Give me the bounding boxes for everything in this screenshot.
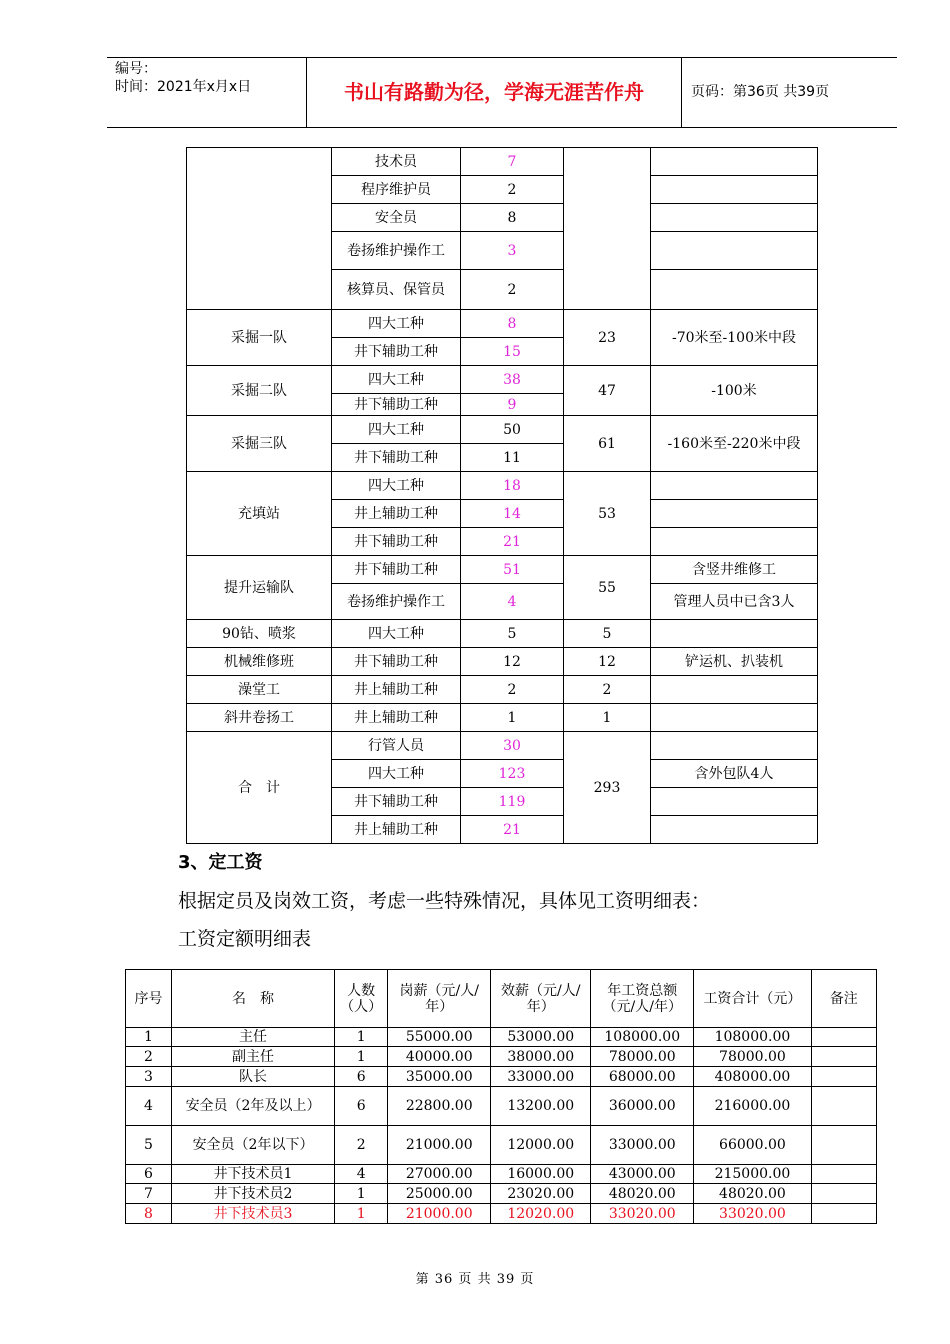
note-cell [651, 148, 818, 176]
number-label: 编号： [115, 61, 157, 77]
total-cell: 47 [564, 366, 651, 416]
count-cell: 8 [461, 204, 564, 232]
count-cell: 2 [461, 270, 564, 310]
note-cell: 管理人员中已含3人 [651, 584, 818, 620]
wage-cell: 12020.00 [491, 1204, 591, 1224]
wage-cell: 6 [126, 1165, 172, 1184]
time-label: 时间：2021年x月x日 [115, 79, 252, 95]
wage-cell: 23020.00 [491, 1184, 591, 1204]
note-cell [651, 732, 818, 760]
count-cell: 119 [461, 788, 564, 816]
staff-row [187, 416, 818, 444]
wage-cell: 队长 [171, 1067, 334, 1087]
count-cell: 11 [461, 444, 564, 472]
wage-cell: 4 [126, 1087, 172, 1126]
unit-cell: 90钻、喷浆 [187, 620, 332, 648]
post-cell: 核算员、保管员 [332, 270, 461, 310]
note-cell: 含外包队4人 [651, 760, 818, 788]
wage-cell: 2 [335, 1126, 388, 1165]
wage-cell: 215000.00 [694, 1165, 811, 1184]
wage-cell: 78000.00 [591, 1047, 694, 1067]
staff-row [187, 310, 818, 338]
wage-cell: 8 [126, 1204, 172, 1224]
wage-cell: 78000.00 [694, 1047, 811, 1067]
wage-cell: 33020.00 [591, 1204, 694, 1224]
wage-cell: 25000.00 [388, 1184, 491, 1204]
wage-header-cell: 备注 [811, 970, 876, 1028]
wage-cell: 21000.00 [388, 1204, 491, 1224]
section-paragraph: 根据定员及岗效工资，考虑一些特殊情况，具体见工资明细表： [178, 890, 711, 912]
unit-cell [187, 148, 332, 310]
post-cell: 井上辅助工种 [332, 500, 461, 528]
staff-row [187, 732, 818, 760]
note-cell: -100米 [651, 366, 818, 416]
wage-header-cell: 年工资总额（元/人/年） [591, 970, 694, 1028]
wage-row [126, 1047, 877, 1067]
wage-cell: 井下技术员1 [171, 1165, 334, 1184]
post-cell: 四大工种 [332, 472, 461, 500]
staff-row [187, 648, 818, 676]
post-cell: 四大工种 [332, 760, 461, 788]
wage-cell: 6 [335, 1067, 388, 1087]
total-cell: 55 [564, 556, 651, 620]
staff-row [187, 676, 818, 704]
count-cell: 15 [461, 338, 564, 366]
post-cell: 井上辅助工种 [332, 676, 461, 704]
wage-header-cell: 人数（人） [335, 970, 388, 1028]
wage-cell: 1 [335, 1028, 388, 1047]
wage-cell: 27000.00 [388, 1165, 491, 1184]
count-cell: 12 [461, 648, 564, 676]
note-cell [651, 270, 818, 310]
wage-cell: 55000.00 [388, 1028, 491, 1047]
unit-cell: 机械维修班 [187, 648, 332, 676]
count-cell: 38 [461, 366, 564, 394]
note-cell [651, 788, 818, 816]
unit-cell: 合 计 [187, 732, 332, 844]
staff-row [187, 620, 818, 648]
post-cell: 技术员 [332, 148, 461, 176]
wage-row [126, 1204, 877, 1224]
wage-cell: 5 [126, 1126, 172, 1165]
unit-cell: 采掘二队 [187, 366, 332, 416]
page-header [107, 57, 897, 128]
wage-header-cell: 岗薪（元/人/年） [388, 970, 491, 1028]
post-cell: 四大工种 [332, 310, 461, 338]
wage-cell: 6 [335, 1087, 388, 1126]
unit-cell: 采掘一队 [187, 310, 332, 366]
wage-cell: 井下技术员2 [171, 1184, 334, 1204]
post-cell: 井下辅助工种 [332, 788, 461, 816]
count-cell: 8 [461, 310, 564, 338]
wage-cell: 1 [126, 1028, 172, 1047]
count-cell: 50 [461, 416, 564, 444]
count-cell: 21 [461, 816, 564, 844]
note-cell: -70米至-100米中段 [651, 310, 818, 366]
count-cell: 30 [461, 732, 564, 760]
wage-row [126, 1067, 877, 1087]
wage-row [126, 1028, 877, 1047]
wage-row [126, 1126, 877, 1165]
wage-cell: 216000.00 [694, 1087, 811, 1126]
wage-cell: 53000.00 [491, 1028, 591, 1047]
unit-cell: 澡堂工 [187, 676, 332, 704]
header-page-info: 页码：第36页 共39页 [691, 84, 830, 100]
count-cell: 14 [461, 500, 564, 528]
wage-cell [811, 1028, 876, 1047]
post-cell: 井下辅助工种 [332, 528, 461, 556]
count-cell: 51 [461, 556, 564, 584]
post-cell: 卷扬维护操作工 [332, 232, 461, 270]
staff-table [186, 147, 818, 844]
note-cell [651, 676, 818, 704]
total-cell: 5 [564, 620, 651, 648]
post-cell: 四大工种 [332, 366, 461, 394]
post-cell: 井下辅助工种 [332, 556, 461, 584]
wage-cell: 48020.00 [591, 1184, 694, 1204]
wage-cell: 36000.00 [591, 1087, 694, 1126]
wage-header-cell: 名 称 [171, 970, 334, 1028]
count-cell: 1 [461, 704, 564, 732]
count-cell: 3 [461, 232, 564, 270]
count-cell: 21 [461, 528, 564, 556]
wage-header-cell: 效薪（元/人/年） [491, 970, 591, 1028]
wage-cell: 38000.00 [491, 1047, 591, 1067]
post-cell: 井上辅助工种 [332, 704, 461, 732]
post-cell: 程序维护员 [332, 176, 461, 204]
wage-cell: 13200.00 [491, 1087, 591, 1126]
wage-cell: 33020.00 [694, 1204, 811, 1224]
wage-cell: 48020.00 [694, 1184, 811, 1204]
post-cell: 井上辅助工种 [332, 816, 461, 844]
wage-cell: 33000.00 [591, 1126, 694, 1165]
wage-table [125, 969, 877, 1224]
wage-cell: 安全员（2年及以上） [171, 1087, 334, 1126]
wage-cell: 7 [126, 1184, 172, 1204]
header-motto: 书山有路勤为径，学海无涯苦作舟 [307, 58, 682, 127]
count-cell: 7 [461, 148, 564, 176]
post-cell: 井下辅助工种 [332, 648, 461, 676]
wage-cell: 安全员（2年以下） [171, 1126, 334, 1165]
wage-cell: 108000.00 [591, 1028, 694, 1047]
note-cell [651, 232, 818, 270]
staff-row [187, 556, 818, 584]
note-cell [651, 500, 818, 528]
total-cell: 53 [564, 472, 651, 556]
section-heading: 3、定工资 [178, 852, 263, 873]
note-cell: 含竖井维修工 [651, 556, 818, 584]
count-cell: 5 [461, 620, 564, 648]
wage-cell [811, 1126, 876, 1165]
page-footer: 第 36 页 共 39 页 [415, 1272, 535, 1287]
wage-cell: 21000.00 [388, 1126, 491, 1165]
wage-cell: 408000.00 [694, 1067, 811, 1087]
total-cell: 12 [564, 648, 651, 676]
wage-cell: 66000.00 [694, 1126, 811, 1165]
wage-cell: 1 [335, 1204, 388, 1224]
post-cell: 四大工种 [332, 620, 461, 648]
total-cell: 2 [564, 676, 651, 704]
wage-header-row [126, 970, 877, 1028]
staff-row [187, 472, 818, 500]
wage-cell: 40000.00 [388, 1047, 491, 1067]
note-cell [651, 704, 818, 732]
unit-cell: 采掘三队 [187, 416, 332, 472]
total-cell: 23 [564, 310, 651, 366]
wage-cell: 4 [335, 1165, 388, 1184]
total-cell: 61 [564, 416, 651, 472]
unit-cell: 斜井卷扬工 [187, 704, 332, 732]
wage-cell: 1 [335, 1047, 388, 1067]
wage-row [126, 1087, 877, 1126]
post-cell: 井下辅助工种 [332, 394, 461, 416]
count-cell: 18 [461, 472, 564, 500]
count-cell: 9 [461, 394, 564, 416]
post-cell: 四大工种 [332, 416, 461, 444]
wage-cell [811, 1087, 876, 1126]
note-cell [651, 528, 818, 556]
staff-row [187, 704, 818, 732]
post-cell: 安全员 [332, 204, 461, 232]
wage-cell: 35000.00 [388, 1067, 491, 1087]
total-cell: 293 [564, 732, 651, 844]
post-cell: 井下辅助工种 [332, 444, 461, 472]
wage-cell [811, 1047, 876, 1067]
wage-cell: 2 [126, 1047, 172, 1067]
count-cell: 2 [461, 176, 564, 204]
wage-header-cell: 工资合计（元） [694, 970, 811, 1028]
wage-cell: 43000.00 [591, 1165, 694, 1184]
wage-cell [811, 1067, 876, 1087]
wage-cell: 1 [335, 1184, 388, 1204]
wage-cell: 22800.00 [388, 1087, 491, 1126]
wage-row [126, 1184, 877, 1204]
note-cell [651, 620, 818, 648]
post-cell: 井下辅助工种 [332, 338, 461, 366]
count-cell: 4 [461, 584, 564, 620]
note-cell: 铲运机、扒装机 [651, 648, 818, 676]
note-cell [651, 176, 818, 204]
wage-header-cell: 序号 [126, 970, 172, 1028]
staff-row [187, 366, 818, 394]
wage-cell: 井下技术员3 [171, 1204, 334, 1224]
staff-row [187, 148, 818, 176]
wage-cell: 33000.00 [491, 1067, 591, 1087]
wage-cell [811, 1165, 876, 1184]
wage-cell: 12000.00 [491, 1126, 591, 1165]
wage-cell: 16000.00 [491, 1165, 591, 1184]
wage-cell: 68000.00 [591, 1067, 694, 1087]
note-cell [651, 472, 818, 500]
wage-row [126, 1165, 877, 1184]
note-cell [651, 816, 818, 844]
note-cell: -160米至-220米中段 [651, 416, 818, 472]
count-cell: 2 [461, 676, 564, 704]
post-cell: 卷扬维护操作工 [332, 584, 461, 620]
wage-table-title: 工资定额明细表 [178, 928, 312, 950]
wage-cell [811, 1204, 876, 1224]
note-cell [651, 204, 818, 232]
wage-cell [811, 1184, 876, 1204]
wage-cell: 108000.00 [694, 1028, 811, 1047]
total-cell: 1 [564, 704, 651, 732]
unit-cell: 提升运输队 [187, 556, 332, 620]
wage-cell: 3 [126, 1067, 172, 1087]
unit-cell: 充填站 [187, 472, 332, 556]
wage-cell: 主任 [171, 1028, 334, 1047]
header-meta [107, 58, 307, 127]
wage-cell: 副主任 [171, 1047, 334, 1067]
post-cell: 行管人员 [332, 732, 461, 760]
count-cell: 123 [461, 760, 564, 788]
total-cell [564, 148, 651, 310]
